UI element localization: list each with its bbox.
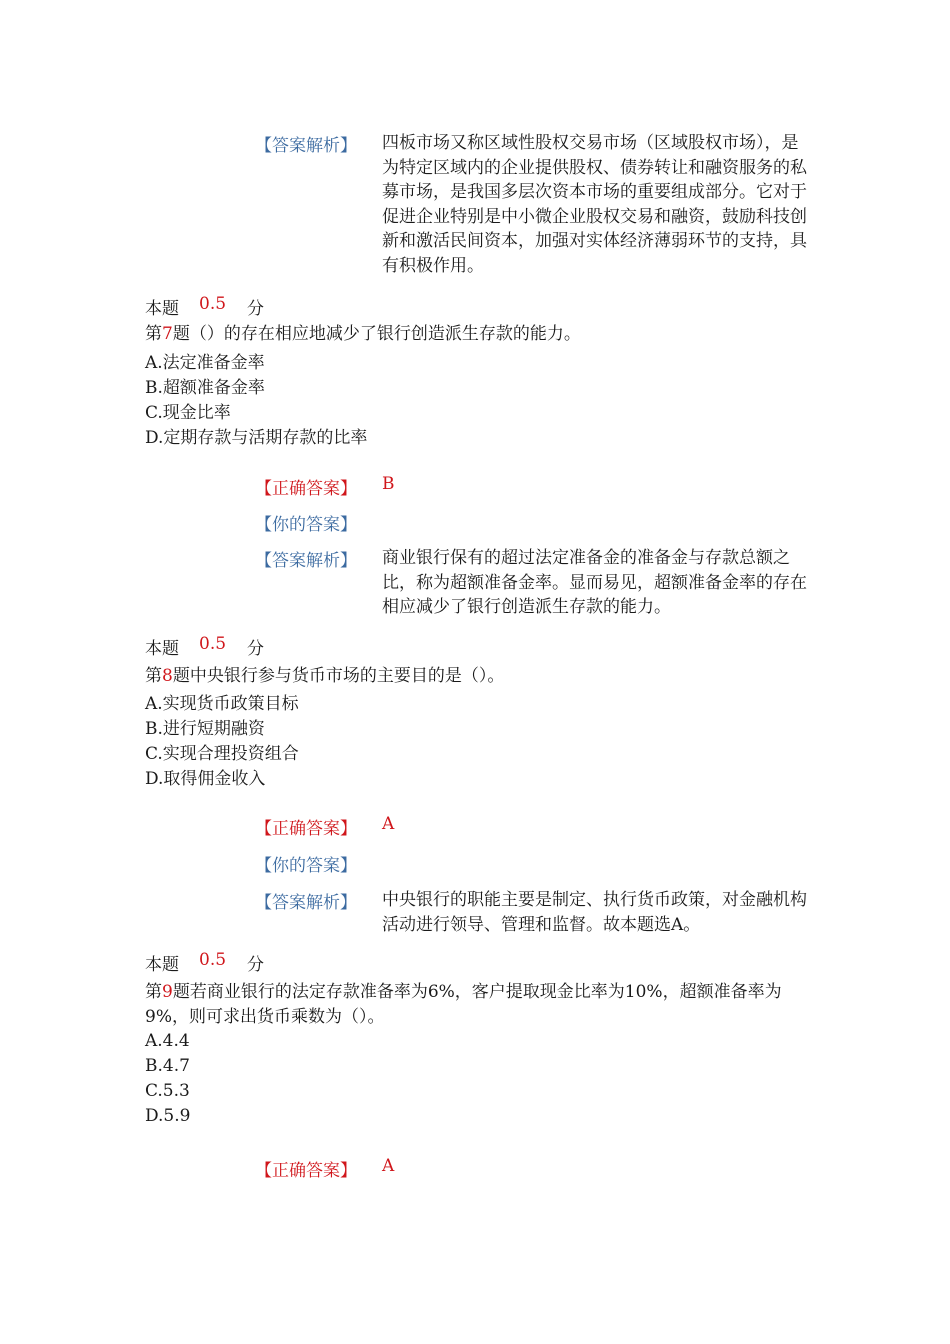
score-unit: 分 [247, 955, 264, 975]
your-answer-label: 【你的答案】 [255, 515, 357, 535]
correct-answer-value: A [382, 814, 395, 834]
analysis-label: 【答案解析】 [255, 893, 357, 913]
option-a: A.实现货币政策目标 [145, 694, 299, 714]
question-body: 中央银行参与货币市场的主要目的是（）。 [189, 666, 505, 686]
score-unit: 分 [247, 299, 264, 319]
question-body: 若商业银行的法定存款准备率为6%，客户提取现金比率为10%，超额准备率为9%，则可求出货币乘数为（）。 [145, 982, 782, 1027]
question-prefix: 第 [145, 982, 162, 1002]
question-suffix: 题 [172, 982, 190, 1002]
option-b: B.4.7 [145, 1056, 190, 1076]
correct-answer-value: A [382, 1156, 395, 1176]
correct-answer-label: 【正确答案】 [255, 819, 357, 839]
question-number: 8 [162, 666, 173, 686]
score-prefix: 本题 [145, 955, 179, 975]
question-text [145, 322, 815, 347]
question-prefix: 第 [145, 324, 162, 344]
question-prefix: 第 [145, 666, 162, 686]
correct-answer-label: 【正确答案】 [255, 479, 357, 499]
score-prefix: 本题 [145, 639, 179, 659]
score-value: 0.5 [199, 634, 227, 654]
option-b: B.超额准备金率 [145, 378, 265, 398]
analysis-text: 商业银行保有的超过法定准备金的准备金与存款总额之比，称为超额准备金率。显而易见，超额准备金率的存在相应减少了银行创造派生存款的能力。 [382, 548, 807, 617]
question-text [145, 980, 815, 1029]
option-c: C.现金比率 [145, 403, 231, 423]
score-prefix: 本题 [145, 299, 179, 319]
option-c: C.5.3 [145, 1081, 190, 1101]
option-a: A.法定准备金率 [145, 353, 265, 373]
option-d: D.取得佣金收入 [145, 769, 266, 789]
analysis-text: 中央银行的职能主要是制定、执行货币政策，对金融机构活动进行领导、管理和监督。故本题选A。 [382, 890, 807, 935]
analysis-label: 【答案解析】 [255, 136, 357, 156]
analysis-label: 【答案解析】 [255, 551, 357, 571]
question-number: 7 [162, 324, 173, 344]
question-number: 9 [162, 982, 173, 1002]
correct-answer-label: 【正确答案】 [255, 1161, 357, 1181]
question-body: （）的存在相应地减少了银行创造派生存款的能力。 [189, 324, 581, 344]
option-d: D.5.9 [145, 1106, 191, 1126]
score-unit: 分 [247, 639, 264, 659]
score-value: 0.5 [199, 294, 227, 314]
option-b: B.进行短期融资 [145, 719, 265, 739]
analysis-text: 四板市场又称区域性股权交易市场（区域股权市场），是为特定区域内的企业提供股权、债券转让和融资服务的私募市场，是我国多层次资本市场的重要组成部分。它对于促进企业特别是中小微企业股权交易和融资，鼓励科技创新和激活民间资本，加强对实体经济薄弱环节的支持，具有积极作用。 [382, 133, 807, 276]
question-suffix: 题 [172, 324, 190, 344]
question-suffix: 题 [172, 666, 190, 686]
question-text [145, 664, 815, 689]
option-c: C.实现合理投资组合 [145, 744, 299, 764]
score-value: 0.5 [199, 950, 227, 970]
your-answer-label: 【你的答案】 [255, 856, 357, 876]
option-a: A.4.4 [145, 1031, 190, 1051]
option-d: D.定期存款与活期存款的比率 [145, 428, 368, 448]
correct-answer-value: B [382, 474, 395, 494]
